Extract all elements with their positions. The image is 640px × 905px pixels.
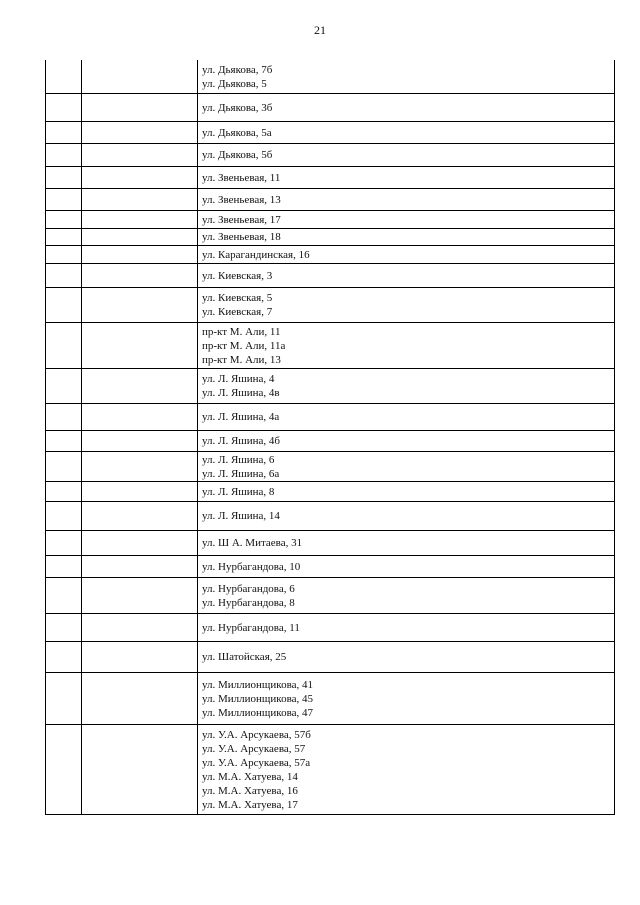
table-row [46,501,614,530]
address-line: ул. У.А. Арсукаева, 57б [202,728,311,741]
empty-cell [82,369,198,403]
empty-cell [82,431,198,451]
table-row [46,724,614,814]
address-line: ул. Карагандинская, 16 [202,248,310,261]
address-cell [198,673,614,724]
address-line: ул. Киевская, 5 [202,292,273,304]
address-line: ул. Л. Яшина, 4в [202,387,280,399]
address-line: ул. Дьякова, 3б [202,101,273,114]
address-cell [198,452,614,481]
address-line: ул. М.А. Хатуева, 16 [202,784,298,797]
address-cell [198,60,614,93]
address-line: ул. Миллионщикова, 47 [202,706,313,719]
table-row [46,188,614,210]
table-row [46,672,614,724]
empty-cell [82,211,198,228]
address-cell [198,229,614,245]
empty-cell [82,94,198,121]
empty-cell [82,167,198,188]
address-line: ул. М.А. Хатуева, 14 [202,770,298,783]
address-cell [198,288,614,322]
address-line: ул. Дьякова, 7б [202,63,273,76]
empty-cell [82,452,198,481]
address-line: ул. Киевская, 7 [202,306,273,318]
address-line: ул. Дьякова, 5б [202,149,273,161]
address-line: ул. Звеньевая, 11 [202,171,281,184]
address-cell [198,725,614,814]
address-line: ул. Л. Яшина, 4а [202,411,280,423]
empty-cell [46,673,82,724]
empty-cell [82,404,198,430]
table-row [46,577,614,613]
address-line: ул. У.А. Арсукаева, 57 [202,742,306,755]
empty-cell [82,725,198,814]
address-cell [198,502,614,530]
empty-cell [46,482,82,501]
address-line: ул. Дьякова, 5а [202,126,272,139]
empty-cell [46,144,82,166]
address-cell [198,264,614,287]
address-cell [198,556,614,577]
table-row [46,143,614,166]
table-row [46,451,614,481]
table-row [46,287,614,322]
empty-cell [82,482,198,501]
table-row [46,403,614,430]
empty-cell [46,531,82,555]
empty-cell [46,502,82,530]
page-number: 21 [314,23,326,37]
address-line: ул. Л. Яшина, 4б [202,435,281,447]
empty-cell [82,189,198,210]
empty-cell [46,189,82,210]
table-row [46,555,614,577]
address-line: ул. Миллионщикова, 41 [202,678,313,691]
empty-cell [46,246,82,263]
empty-cell [82,531,198,555]
empty-cell [46,122,82,143]
empty-cell [46,60,82,93]
table-row [46,481,614,501]
table-row [46,60,614,93]
address-cell [198,482,614,501]
empty-cell [46,264,82,287]
table-row [46,245,614,263]
address-line: ул. Шатойская, 25 [202,651,287,663]
address-line: ул. Л. Яшина, 14 [202,510,280,522]
address-line: ул. У.А. Арсукаева, 57а [202,756,311,769]
empty-cell [46,211,82,228]
address-line: пр-кт М. Али, 13 [202,353,281,366]
table-row [46,228,614,245]
address-cell [198,122,614,143]
address-line: ул. Звеньевая, 13 [202,193,281,206]
table-row [46,93,614,121]
address-cell [198,189,614,210]
empty-cell [46,725,82,814]
empty-cell [46,642,82,672]
empty-cell [82,229,198,245]
address-line: ул. Нурбагандова, 11 [202,621,300,634]
empty-cell [82,288,198,322]
address-line: ул. Л. Яшина, 6а [202,467,280,480]
empty-cell [82,323,198,368]
empty-cell [46,452,82,481]
address-cell [198,531,614,555]
address-line: ул. Звеньевая, 17 [202,213,281,226]
address-cell [198,94,614,121]
address-line: ул. Нурбагандова, 8 [202,596,295,609]
table-row [46,263,614,287]
table-row [46,368,614,403]
empty-cell [46,167,82,188]
empty-cell [46,404,82,430]
address-line: ул. Нурбагандова, 10 [202,560,301,573]
empty-cell [46,556,82,577]
table-row [46,166,614,188]
table-row [46,530,614,555]
empty-cell [82,246,198,263]
address-line: ул. Нурбагандова, 6 [202,582,295,595]
table-row [46,322,614,368]
empty-cell [82,642,198,672]
empty-cell [46,94,82,121]
empty-cell [82,502,198,530]
address-cell [198,578,614,613]
address-table [45,60,615,815]
empty-cell [46,431,82,451]
address-line: ул. Ш А. Митаева, 31 [202,537,303,549]
empty-cell [82,614,198,641]
empty-cell [82,578,198,613]
address-line: ул. Л. Яшина, 8 [202,485,275,498]
empty-cell [82,556,198,577]
address-cell [198,431,614,451]
address-line: пр-кт М. Али, 11а [202,339,286,352]
address-cell [198,614,614,641]
address-cell [198,369,614,403]
address-cell [198,167,614,188]
empty-cell [82,144,198,166]
empty-cell [82,60,198,93]
table-row [46,121,614,143]
address-line: ул. Миллионщикова, 45 [202,692,313,705]
address-cell [198,323,614,368]
address-line: ул. Л. Яшина, 6 [202,453,275,466]
address-line: пр-кт М. Али, 11 [202,325,281,338]
address-line: ул. Дьякова, 5 [202,77,267,90]
address-line: ул. Л. Яшина, 4 [202,373,275,385]
address-line: ул. Звеньевая, 18 [202,231,281,243]
empty-cell [82,122,198,143]
address-cell [198,246,614,263]
empty-cell [46,614,82,641]
table-row [46,430,614,451]
address-cell [198,144,614,166]
empty-cell [46,369,82,403]
empty-cell [82,264,198,287]
empty-cell [46,288,82,322]
address-line: ул. М.А. Хатуева, 17 [202,798,298,811]
empty-cell [46,323,82,368]
address-cell [198,642,614,672]
empty-cell [46,578,82,613]
address-cell [198,211,614,228]
address-line: ул. Киевская, 3 [202,269,273,282]
empty-cell [82,673,198,724]
table-row [46,210,614,228]
address-cell [198,404,614,430]
empty-cell [46,229,82,245]
table-row [46,613,614,641]
table-row [46,641,614,672]
